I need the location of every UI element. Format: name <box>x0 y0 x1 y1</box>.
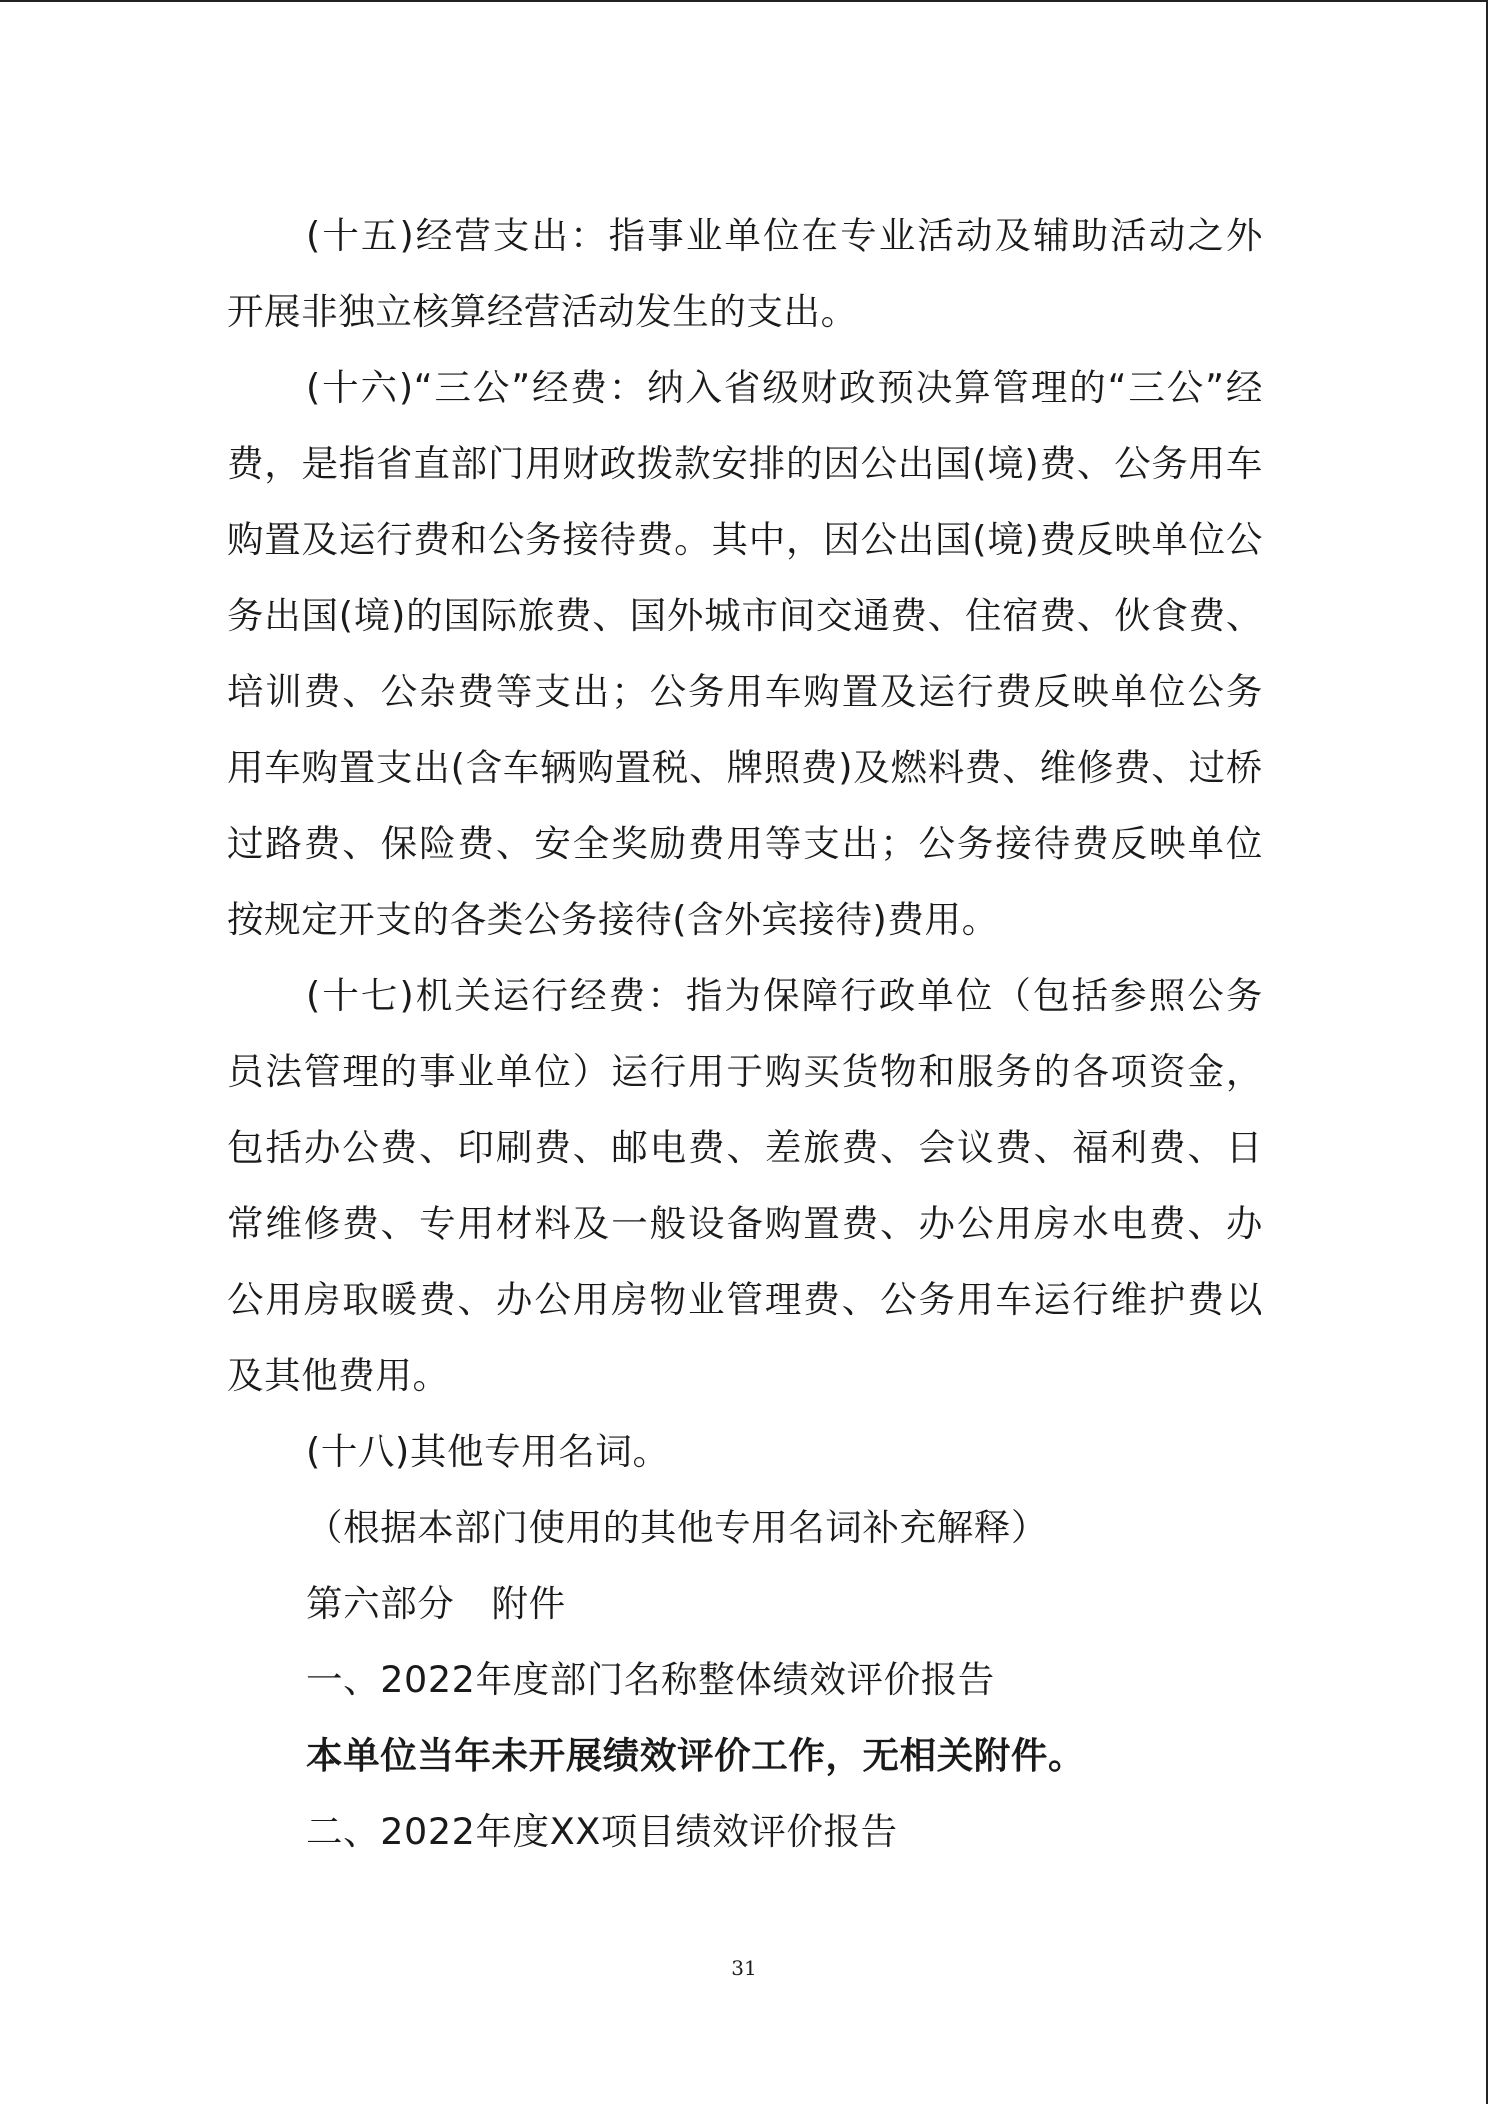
appendix-item-overall-evaluation: 一、2022年度部门名称整体绩效评价报告 <box>306 1658 995 1701</box>
appendix-note-no-evaluation: 本单位当年未开展绩效评价工作，无相关附件。 <box>306 1734 1086 1777</box>
document-body <box>227 198 1263 1870</box>
paragraph-operating-expenditure: (十五)经营支出：指事业单位在专业活动及辅助活动之外开展非独立核算经营活动发生的支出。 <box>227 214 1263 333</box>
paragraph-agency-operating-expenses: (十七)机关运行经费：指为保障行政单位（包括参照公务员法管理的事业单位）运行用于购买货物和服务的各项资金，包括办公费、印刷费、邮电费、差旅费、会议费、福利费、日常维修费、专用材料及一般设备购置费、办公用房水电费、办公用房取暖费、办公用房物业管理费、公务用车运行维护费以及其他费用。 <box>227 974 1263 1397</box>
page-number: 31 <box>731 1956 757 1980</box>
appendix-item-project-evaluation: 二、2022年度XX项目绩效评价报告 <box>306 1810 898 1853</box>
paragraph-three-public-expenses: (十六)“三公”经费：纳入省级财政预决算管理的“三公”经费，是指省直部门用财政拨款安排的因公出国(境)费、公务用车购置及运行费和公务接待费。其中，因公出国(境)费反映单位公务出国(境)的国际旅费、国外城市间交通费、住宿费、伙食费、培训费、公杂费等支出；公务用车购置及运行费反映单位公务用车购置支出(含车辆购置税、牌照费)及燃料费、维修费、过桥过路费、保险费、安全奖励费用等支出；公务接待费反映单位按规定开支的各类公务接待(含外宾接待)费用。 <box>227 366 1263 941</box>
paragraph-other-terms: (十八)其他专用名词。 <box>306 1430 670 1473</box>
paragraph-other-terms-note: （根据本部门使用的其他专用名词补充解释） <box>306 1506 1048 1549</box>
section-heading-appendix: 第六部分 附件 <box>306 1582 566 1625</box>
